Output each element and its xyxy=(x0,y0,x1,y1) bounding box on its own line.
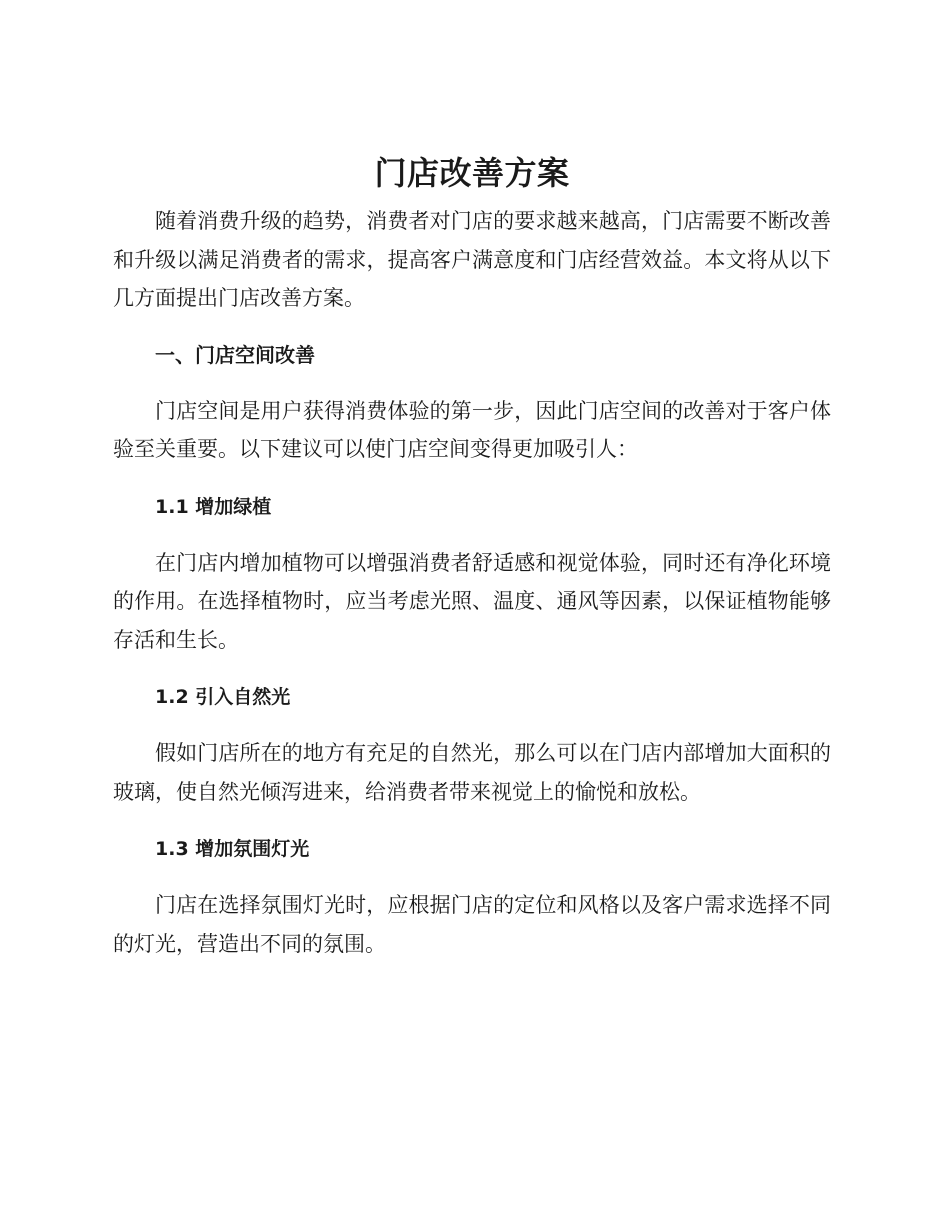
subsection-paragraph-ambient-light: 门店在选择氛围灯光时，应根据门店的定位和风格以及客户需求选择不同的灯光，营造出不同的氛围。 xyxy=(113,893,831,956)
subsection-paragraph-natural-light: 假如门店所在的地方有充足的自然光，那么可以在门店内部增加大面积的玻璃，使自然光倾泻进来，给消费者带来视觉上的愉悦和放松。 xyxy=(113,741,831,804)
subsection-heading-ambient-light: 1.3 增加氛围灯光 xyxy=(155,838,310,860)
document-title: 门店改善方案 xyxy=(374,154,570,192)
subsection-heading-natural-light: 1.2 引入自然光 xyxy=(155,686,291,708)
subsection-paragraph-plants: 在门店内增加植物可以增强消费者舒适感和视觉体验，同时还有净化环境的作用。在选择植物时，应当考虑光照、温度、通风等因素，以保证植物能够存活和生长。 xyxy=(113,550,831,652)
document-body xyxy=(113,148,831,963)
section-paragraph-space: 门店空间是用户获得消费体验的第一步，因此门店空间的改善对于客户体验至关重要。以下建议可以使门店空间变得更加吸引人： xyxy=(113,398,831,461)
subsection-heading-plants: 1.1 增加绿植 xyxy=(155,495,272,518)
section-heading-space: 一、门店空间改善 xyxy=(155,342,315,367)
intro-paragraph: 随着消费升级的趋势，消费者对门店的要求越来越高，门店需要不断改善和升级以满足消费者的需求，提高客户满意度和门店经营效益。本文将从以下几方面提出门店改善方案。 xyxy=(113,209,831,310)
